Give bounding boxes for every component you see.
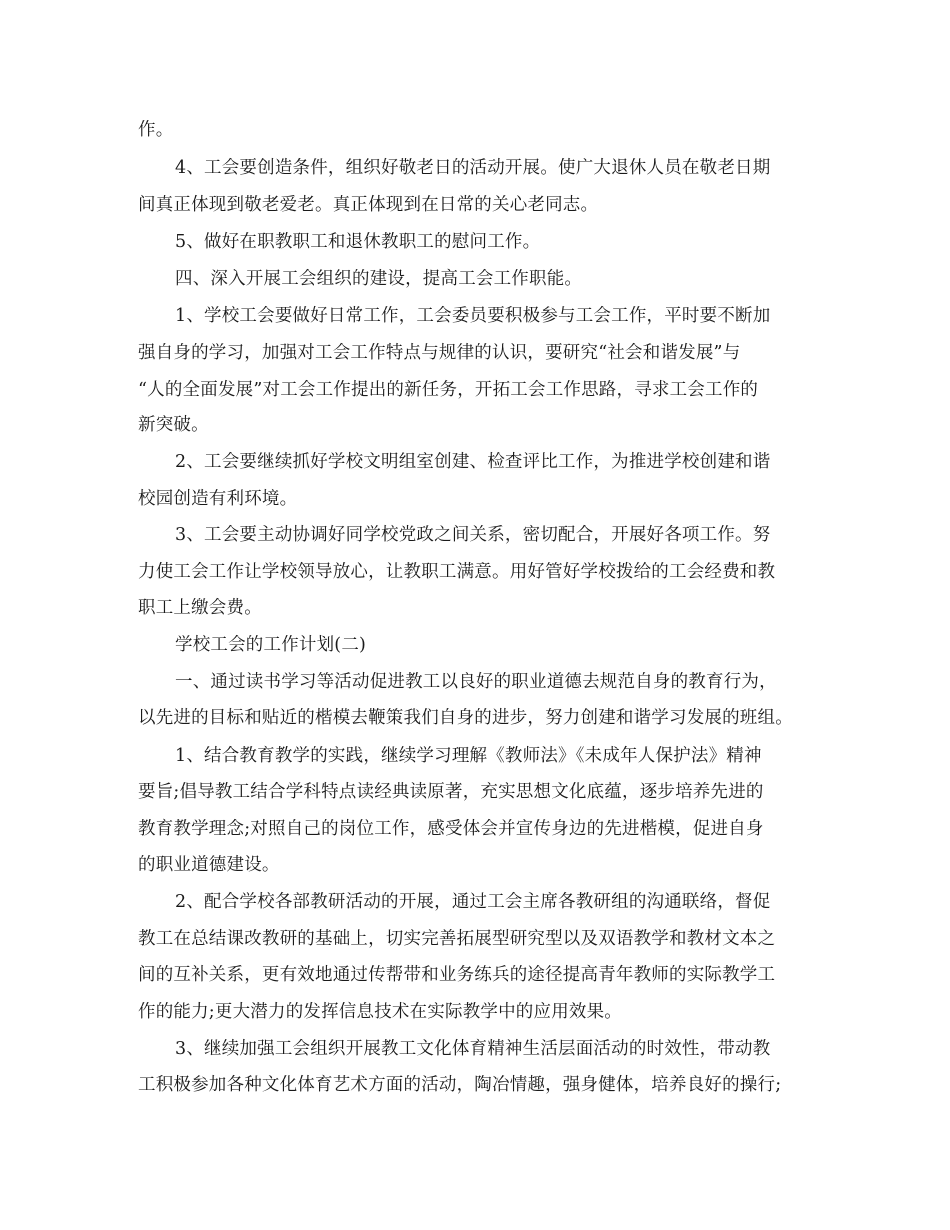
text-line: 工积极参加各种文化体育艺术方面的活动，陶冶情趣，强身健体，培养良好的操行; — [138, 1075, 782, 1095]
text-line: 间真正体现到敬老爱老。真正体现到在日常的关心老同志。 — [138, 195, 599, 215]
text-line: 5、做好在职教职工和退休教职工的慰问工作。 — [175, 232, 541, 252]
text-line: 1、学校工会要做好日常工作，工会委员要积极参与工会工作，平时要不断加 — [175, 306, 771, 326]
text-line: 2、工会要继续抓好学校文明组室创建、检查评比工作，为推进学校创建和谐 — [175, 452, 771, 472]
text-line: 强自身的学习，加强对工会工作特点与规律的认识，要研究“社会和谐发展”与 — [138, 343, 741, 363]
text-line: 作的能力;更大潜力的发挥信息技术在实际教学中的应用效果。 — [138, 1002, 622, 1022]
section-heading: 四、深入开展工会组织的建设，提高工会工作职能。 — [175, 269, 583, 289]
document-subtitle: 学校工会的工作计划(二) — [175, 635, 367, 655]
text-line: 作。 — [138, 120, 174, 140]
text-line: “人的全面发展”对工会工作提出的新任务，开拓工会工作思路，寻求工会工作的 — [138, 380, 759, 400]
text-line: 3、继续加强工会组织开展教工文化体育精神生活层面活动的时效性，带动教 — [175, 1039, 771, 1059]
text-line: 职工上缴会费。 — [138, 598, 262, 618]
text-line: 4、工会要创造条件，组织好敬老日的活动开展。使广大退休人员在敬老日期 — [175, 158, 771, 178]
text-line: 新突破。 — [138, 415, 209, 435]
text-line: 教工在总结课改教研的基础上，切实完善拓展型研究型以及双语教学和教材文本之 — [138, 929, 776, 949]
text-line: 的职业道德建设。 — [138, 855, 280, 875]
text-line: 教育教学理念;对照自己的岗位工作，感受体会并宣传身边的先进楷模，促进自身 — [138, 819, 764, 839]
text-line: 力使工会工作让学校领导放心，让教职工满意。用好管好学校拨给的工会经费和教 — [138, 562, 776, 582]
text-line: 要旨;倡导教工结合学科特点读经典读原著，充实思想文化底蕴，逐步培养先进的 — [138, 782, 764, 802]
text-line: 校园创造有利环境。 — [138, 489, 298, 509]
text-line: 3、工会要主动协调好同学校党政之间关系，密切配合，开展好各项工作。努 — [175, 525, 771, 545]
text-line: 以先进的目标和贴近的楷模去鞭策我们自身的进步，努力创建和谐学习发展的班组。 — [138, 708, 793, 728]
text-line: 1、结合教育教学的实践，继续学习理解《教师法》《未成年人保护法》精神 — [175, 746, 762, 766]
text-line: 一、通过读书学习等活动促进教工以良好的职业道德去规范自身的教育行为， — [175, 672, 777, 692]
text-line: 2、配合学校各部教研活动的开展，通过工会主席各教研组的沟通联络，督促 — [175, 892, 771, 912]
text-line: 间的互补关系，更有效地通过传帮带和业务练兵的途径提高青年教师的实际教学工 — [138, 965, 776, 985]
